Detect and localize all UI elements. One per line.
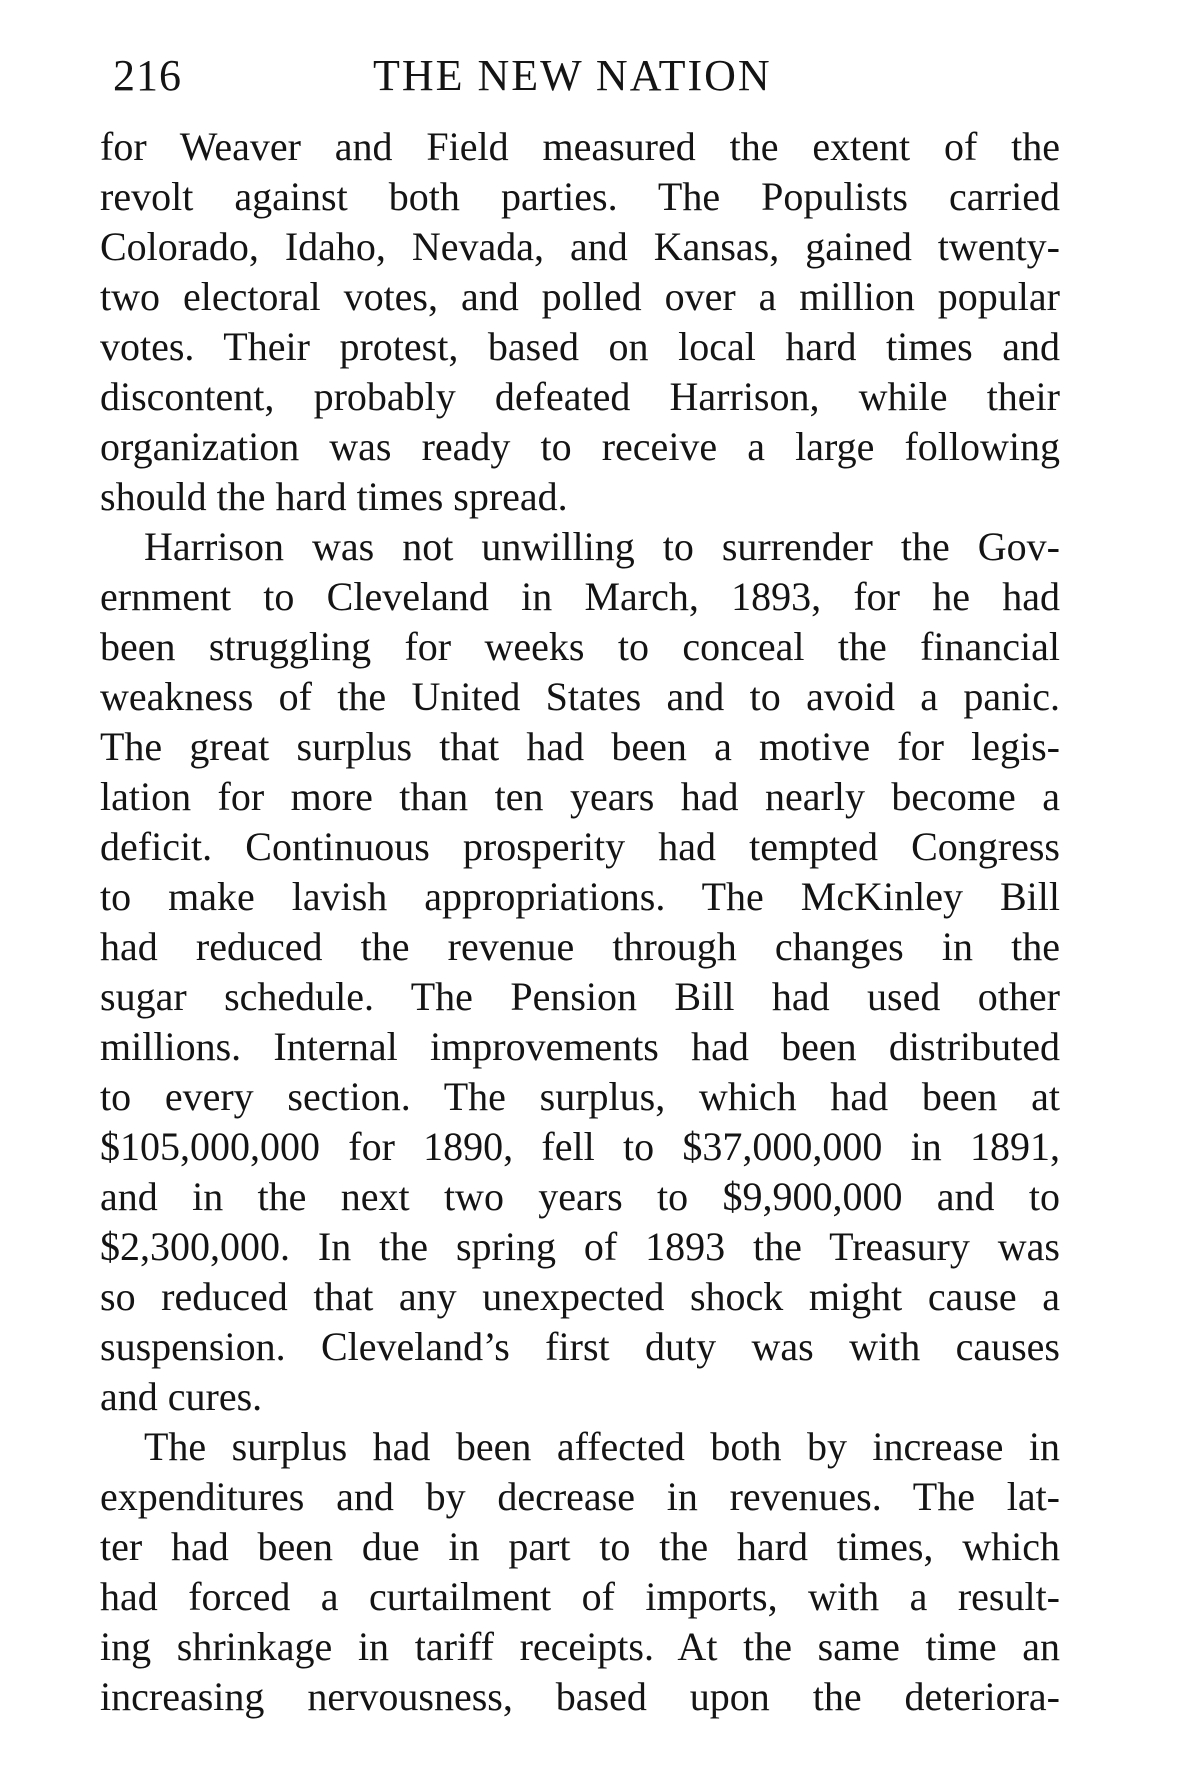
paragraph-2 — [100, 522, 1060, 1422]
text-line: two electoral votes, and polled over a million popular — [100, 274, 1060, 319]
text-line: deficit. Continuous prosperity had tempted Congress — [100, 824, 1060, 869]
text-line: The great surplus that had been a motive for legis- — [100, 724, 1060, 769]
running-head: THE NEW NATION — [373, 51, 772, 100]
text-line: lation for more than ten years had nearly become a — [100, 774, 1060, 819]
text-line: ernment to Cleveland in March, 1893, for he had — [100, 574, 1060, 619]
text-line: had reduced the revenue through changes in the — [100, 924, 1060, 969]
text-line: The surplus had been affected both by increase in — [144, 1424, 1060, 1469]
text-line: votes. Their protest, based on local hard times and — [100, 324, 1060, 369]
text-line: had forced a curtailment of imports, with a result- — [100, 1574, 1060, 1619]
text-line: suspension. Cleveland’s first duty was with causes — [100, 1324, 1060, 1369]
text-line: revolt against both parties. The Populists carried — [100, 174, 1060, 219]
body-text — [100, 122, 1060, 1722]
text-line: ing shrinkage in tariff receipts. At the same time an — [100, 1624, 1060, 1669]
text-line: organization was ready to receive a large following — [100, 424, 1060, 469]
text-line: expenditures and by decrease in revenues. The lat- — [100, 1474, 1060, 1519]
text-line: discontent, probably defeated Harrison, while their — [100, 374, 1060, 419]
text-line: weakness of the United States and to avoid a panic. — [100, 674, 1060, 719]
text-line: Harrison was not unwilling to surrender the Gov- — [144, 524, 1060, 569]
text-line: for Weaver and Field measured the extent of the — [100, 124, 1060, 169]
text-line: ter had been due in part to the hard times, which — [100, 1524, 1060, 1569]
paragraph-3 — [100, 1422, 1060, 1722]
text-line: to make lavish appropriations. The McKinley Bill — [100, 874, 1060, 919]
text-line: Colorado, Idaho, Nevada, and Kansas, gained twenty- — [100, 224, 1060, 269]
text-line: and cures. — [100, 1374, 263, 1419]
page-number: 216 — [113, 51, 182, 100]
paragraph-1 — [100, 122, 1060, 522]
text-line: should the hard times spread. — [100, 474, 568, 519]
text-line: and in the next two years to $9,900,000 and to — [100, 1174, 1060, 1219]
text-line: millions. Internal improvements had been distributed — [100, 1024, 1060, 1069]
text-line: $2,300,000. In the spring of 1893 the Treasury was — [100, 1224, 1060, 1269]
text-line: $105,000,000 for 1890, fell to $37,000,000 in 1891, — [100, 1124, 1060, 1169]
text-line: so reduced that any unexpected shock might cause a — [100, 1274, 1060, 1319]
text-line: been struggling for weeks to conceal the financial — [100, 624, 1060, 669]
page-header — [113, 40, 1063, 110]
text-line: to every section. The surplus, which had been at — [100, 1074, 1060, 1119]
text-line: increasing nervousness, based upon the deteriora- — [100, 1674, 1060, 1719]
text-line: sugar schedule. The Pension Bill had used other — [100, 974, 1060, 1019]
